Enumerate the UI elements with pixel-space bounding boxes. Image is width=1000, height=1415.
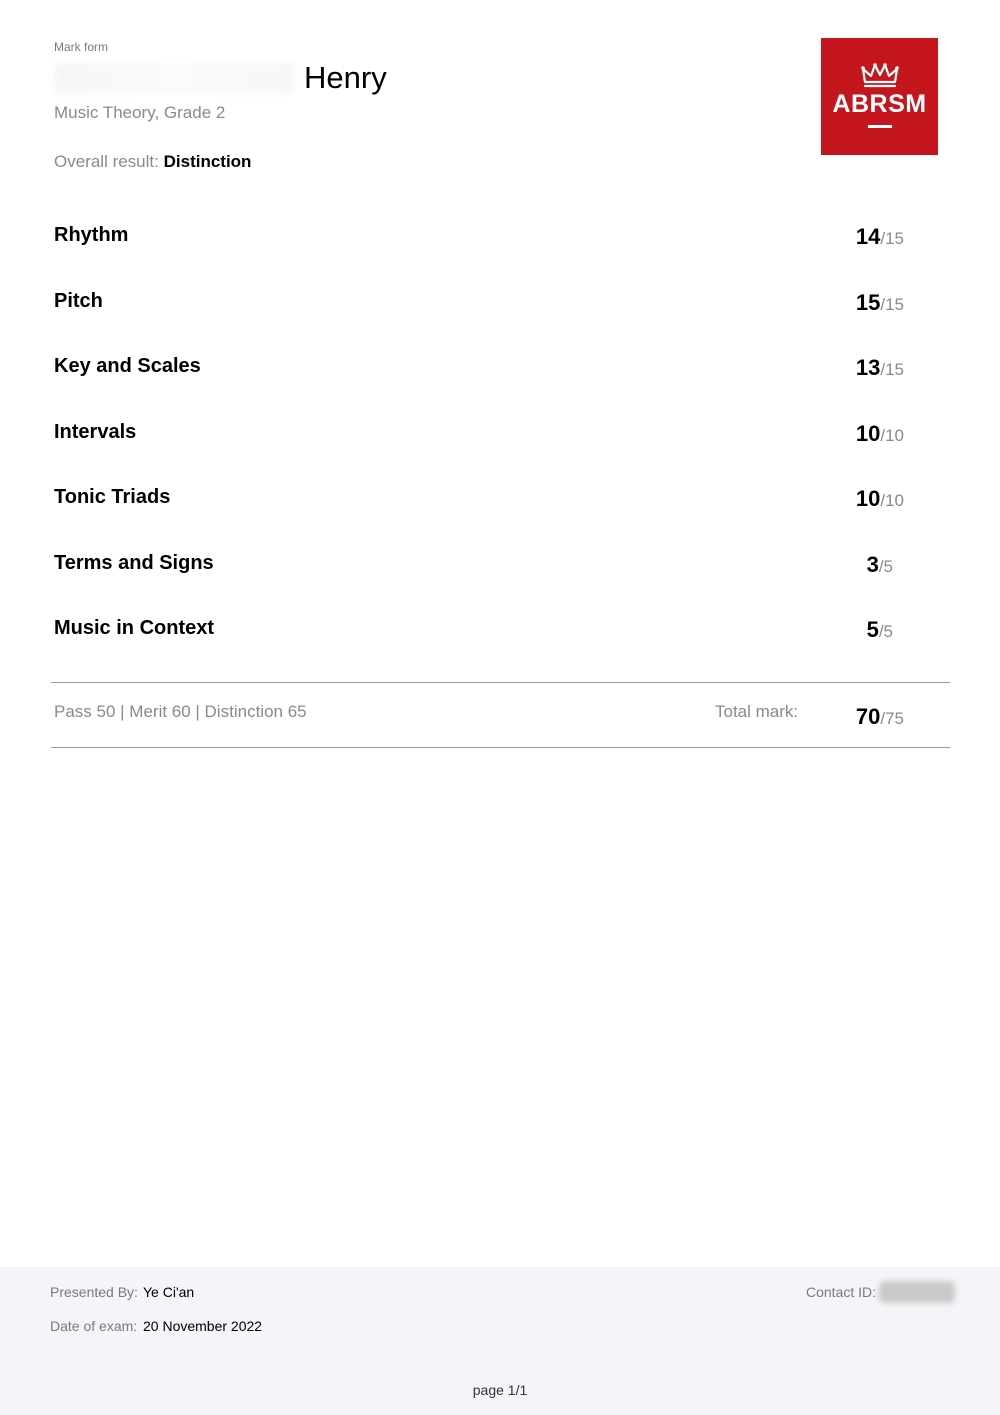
crown-icon <box>860 62 900 88</box>
score-max: /15 <box>880 229 904 248</box>
presented-by-label: Presented By: <box>50 1284 138 1300</box>
logo-text: ABRSM <box>832 90 927 118</box>
section-score <box>867 617 893 643</box>
candidate-first-name: Henry <box>304 60 387 95</box>
section-row <box>54 224 904 264</box>
exam-date-label: Date of exam: <box>50 1318 138 1334</box>
section-score <box>856 290 904 316</box>
section-name: Tonic Triads <box>54 486 171 508</box>
document-type-label: Mark form <box>54 40 108 54</box>
section-score <box>856 486 904 512</box>
section-score <box>856 355 904 381</box>
score-max: /15 <box>880 295 904 314</box>
score-value: 13 <box>855 355 881 380</box>
total-score-max: /75 <box>880 709 904 728</box>
logo-underline <box>868 125 892 128</box>
divider <box>51 747 950 748</box>
total-mark-label: Total mark: <box>715 702 799 721</box>
total-score-value: 70 <box>855 704 881 729</box>
contact-id-label: Contact ID: <box>806 1284 877 1300</box>
redacted-name-part <box>54 63 294 93</box>
section-name: Terms and Signs <box>54 552 214 574</box>
overall-result <box>54 152 251 172</box>
score-max: /5 <box>878 622 893 641</box>
grade-boundaries: Pass 50 | Merit 60 | Distinction 65 <box>54 702 307 721</box>
footer <box>0 1267 1000 1415</box>
section-name: Rhythm <box>54 224 129 246</box>
score-max: /15 <box>880 360 904 379</box>
overall-result-value: Distinction <box>163 152 252 171</box>
overall-result-label: Overall result: <box>54 152 159 171</box>
score-value: 14 <box>855 224 881 249</box>
total-mark <box>856 704 904 730</box>
score-value: 10 <box>855 486 881 511</box>
section-row <box>54 617 904 657</box>
section-name: Pitch <box>54 290 103 312</box>
redacted-contact-id <box>879 1281 955 1303</box>
section-row <box>54 486 904 526</box>
score-value: 5 <box>866 617 879 642</box>
score-max: /5 <box>878 557 893 576</box>
candidate-name <box>54 60 387 96</box>
exam-subject: Music Theory, Grade 2 <box>54 103 226 122</box>
section-score <box>867 552 893 578</box>
abrsm-logo <box>821 38 938 155</box>
section-row <box>54 421 904 461</box>
section-row <box>54 355 904 395</box>
exam-date-value: 20 November 2022 <box>143 1318 263 1334</box>
divider <box>51 682 950 683</box>
section-row <box>54 552 904 592</box>
section-row <box>54 290 904 330</box>
section-score <box>856 421 904 447</box>
section-name: Intervals <box>54 421 137 443</box>
section-name: Key and Scales <box>54 355 201 377</box>
score-value: 3 <box>866 552 879 577</box>
score-max: /10 <box>880 491 904 510</box>
section-name: Music in Context <box>54 617 215 639</box>
score-max: /10 <box>880 426 904 445</box>
presented-by-value: Ye Ci'an <box>143 1284 195 1300</box>
score-value: 10 <box>855 421 881 446</box>
page-number: page 1/1 <box>472 1382 528 1398</box>
score-value: 15 <box>855 290 881 315</box>
section-score <box>856 224 904 250</box>
